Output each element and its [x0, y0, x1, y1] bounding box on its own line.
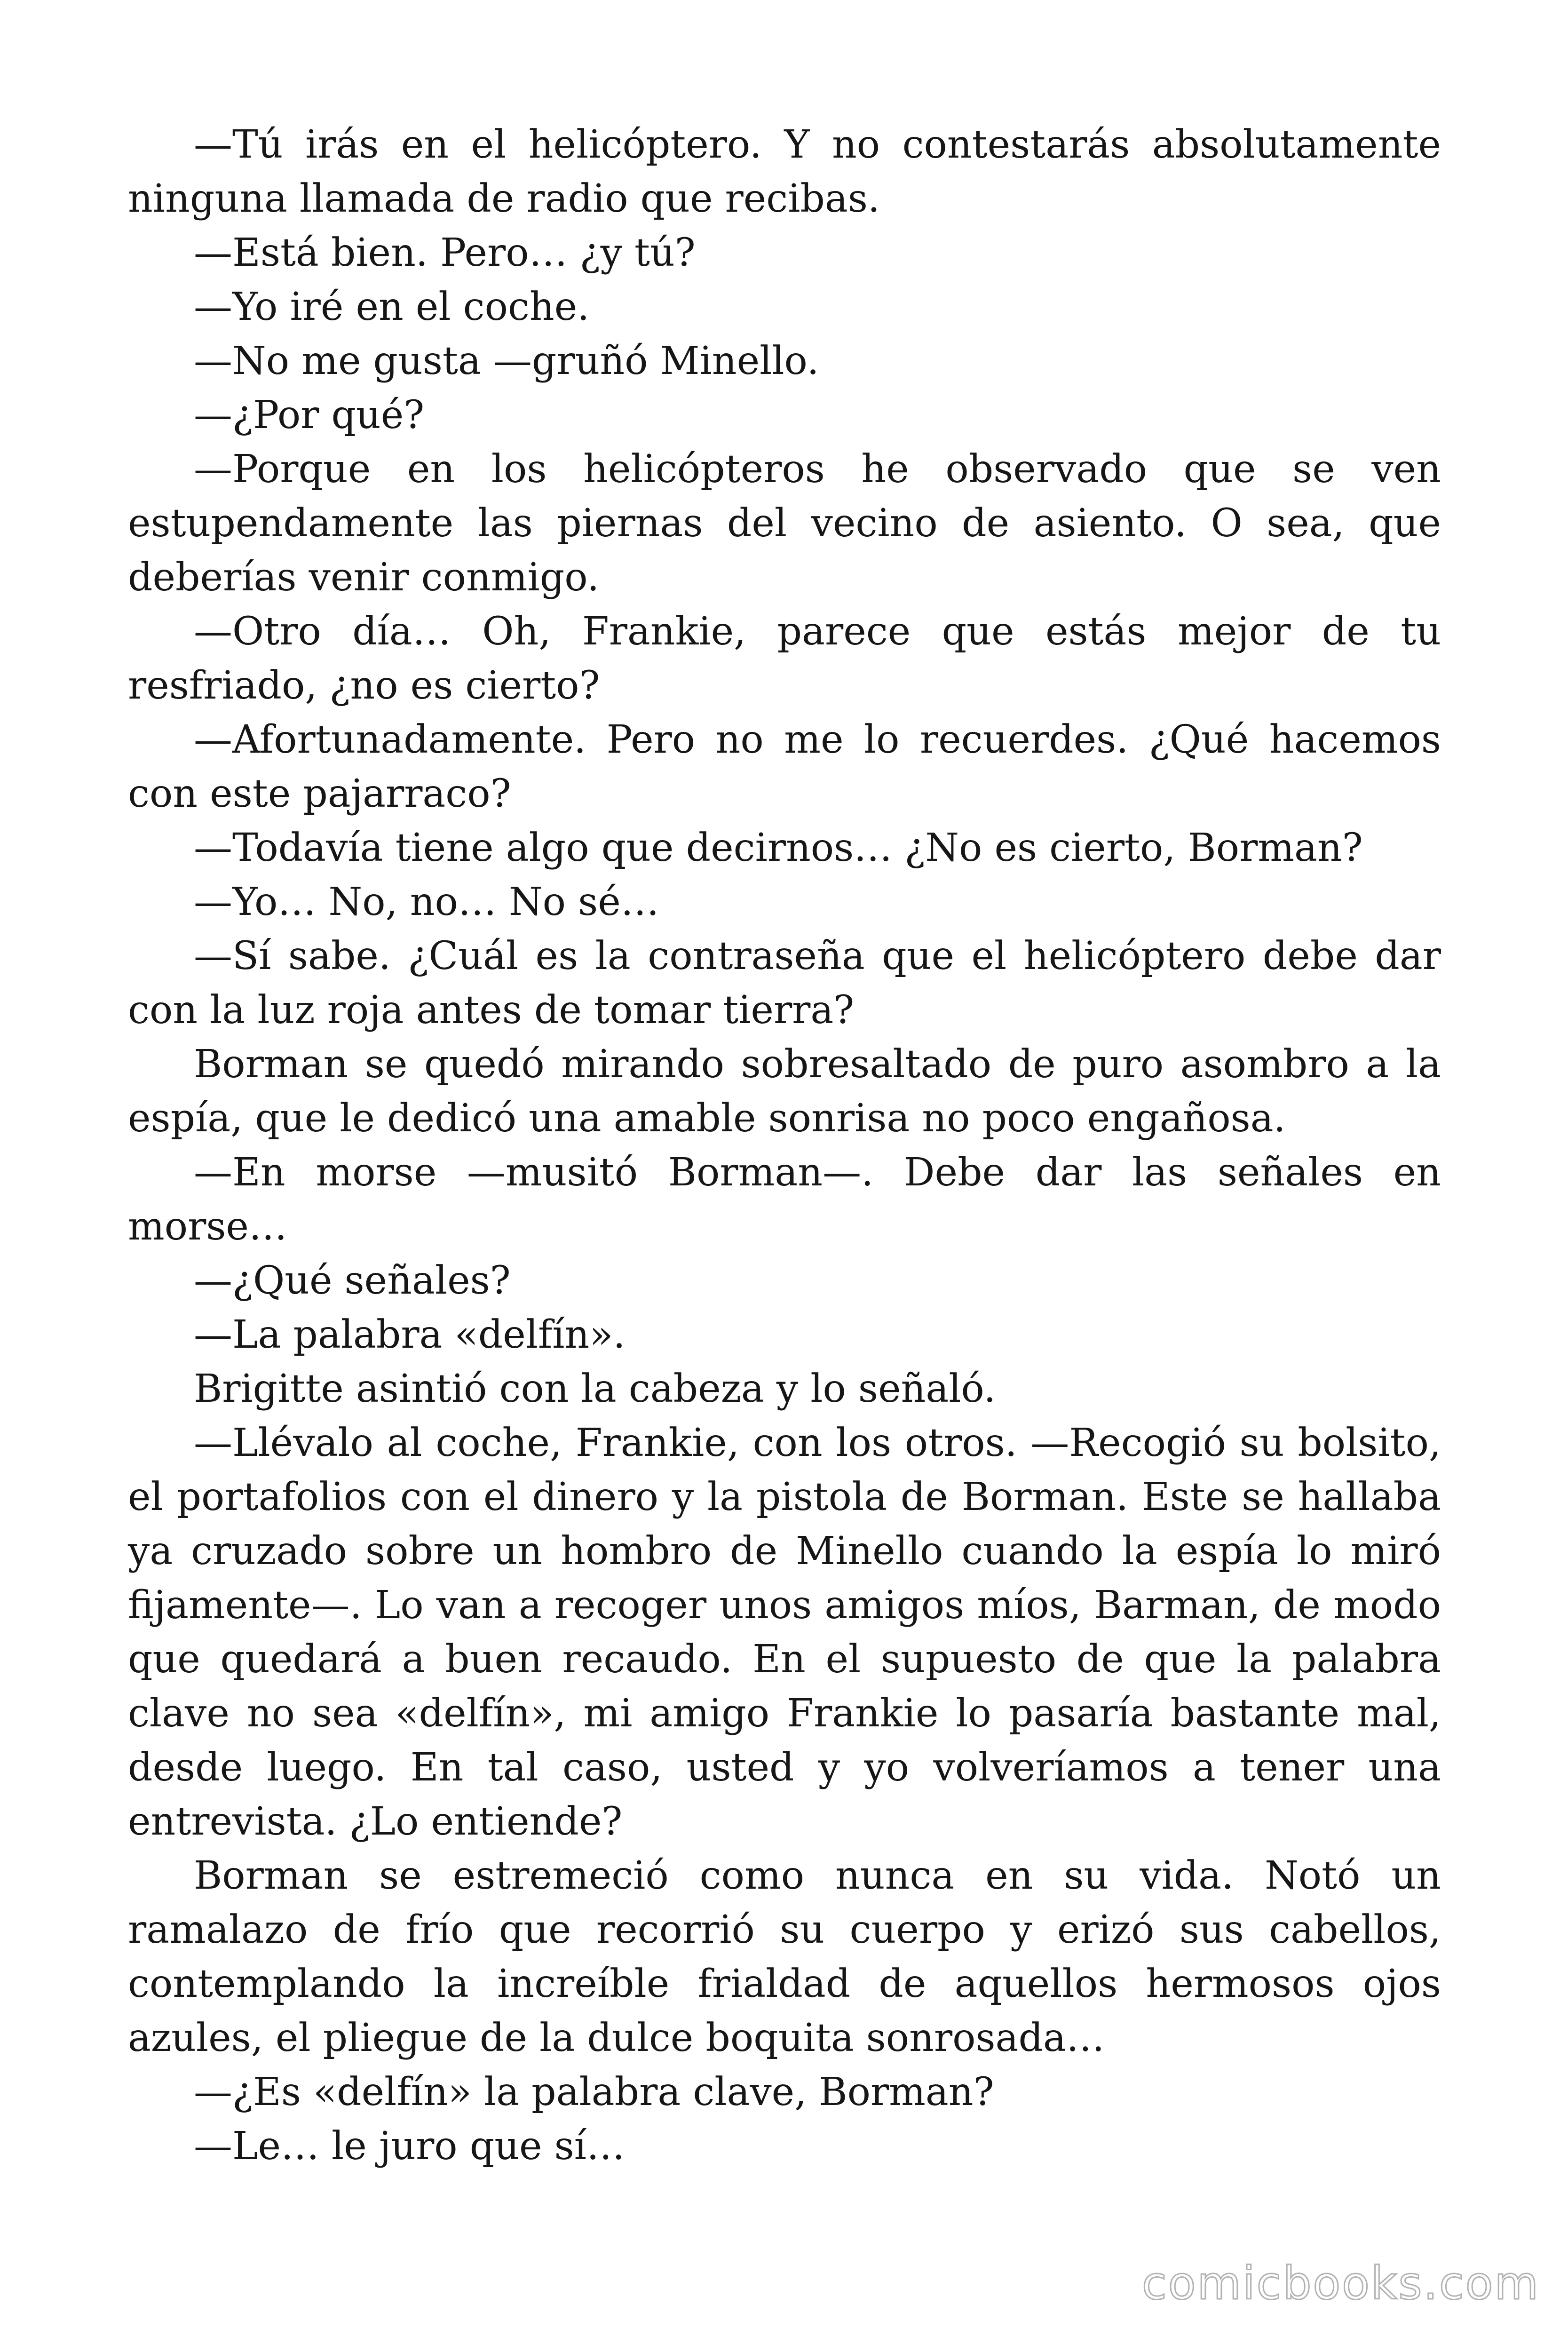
- paragraph: —Le… le juro que sí…: [194, 2124, 625, 2169]
- paragraph: —No me gusta —gruñó Minello.: [194, 339, 819, 383]
- paragraph: —Llévalo al coche, Frankie, con los otros. —Recogió su bolsito, el portafolios con el dinero y la pistola de Borman. Este se hallaba ya cruzado sobre un hombro de Minello cuando la espía lo miró fijamente—. Lo van a recoger unos amigos míos, Barman, de modo que quedará a buen recaudo. En el supuesto de que la palabra clave no sea «delfín», mi amigo Frankie lo pasaría bastante mal, desde luego. En tal caso, usted y yo volveríamos a tener una entrevista. ¿Lo entiende?: [128, 1421, 1441, 1844]
- paragraph: —Yo… No, no… No sé…: [194, 880, 659, 924]
- paragraph: —Porque en los helicópteros he observado que se ven estupendamente las piernas del vecino de asiento. O sea, que deberías venir conmigo.: [128, 447, 1441, 600]
- paragraph: —¿Por qué?: [194, 393, 425, 437]
- paragraph: Brigitte asintió con la cabeza y lo señaló.: [194, 1367, 996, 1411]
- paragraph: —Afortunadamente. Pero no me lo recuerdes. ¿Qué hacemos con este pajarraco?: [128, 717, 1441, 816]
- paragraph: —Otro día… Oh, Frankie, parece que estás mejor de tu resfriado, ¿no es cierto?: [128, 609, 1441, 708]
- paragraph: —Sí sabe. ¿Cuál es la contraseña que el helicóptero debe dar con la luz roja antes de tomar tierra?: [128, 934, 1441, 1033]
- paragraph: Borman se estremeció como nunca en su vida. Notó un ramalazo de frío que recorrió su cuerpo y erizó sus cabellos, contemplando la increíble frialdad de aquellos hermosos ojos azules, el pliegue de la dulce boquita sonrosada…: [128, 1853, 1441, 2060]
- paragraph: —¿Qué señales?: [194, 1258, 511, 1303]
- paragraph: —En morse —musitó Borman—. Debe dar las señales en morse…: [128, 1150, 1441, 1249]
- paragraph: —Yo iré en el coche.: [194, 285, 590, 329]
- paragraph: —La palabra «delfín».: [194, 1312, 626, 1357]
- paragraph: —¿Es «delfín» la palabra clave, Borman?: [194, 2070, 994, 2114]
- paragraph: —Tú irás en el helicóptero. Y no contestarás absolutamente ninguna llamada de radio que recibas.: [128, 122, 1441, 221]
- paragraph: Borman se quedó mirando sobresaltado de puro asombro a la espía, que le dedicó una amable sonrisa no poco engañosa.: [128, 1042, 1441, 1141]
- paragraph: —Está bien. Pero… ¿y tú?: [194, 230, 696, 275]
- page-body-text: [128, 118, 1441, 2173]
- watermark-text: comicbooks.com: [1141, 2257, 1540, 2310]
- paragraph: —Todavía tiene algo que decirnos… ¿No es cierto, Borman?: [194, 826, 1363, 870]
